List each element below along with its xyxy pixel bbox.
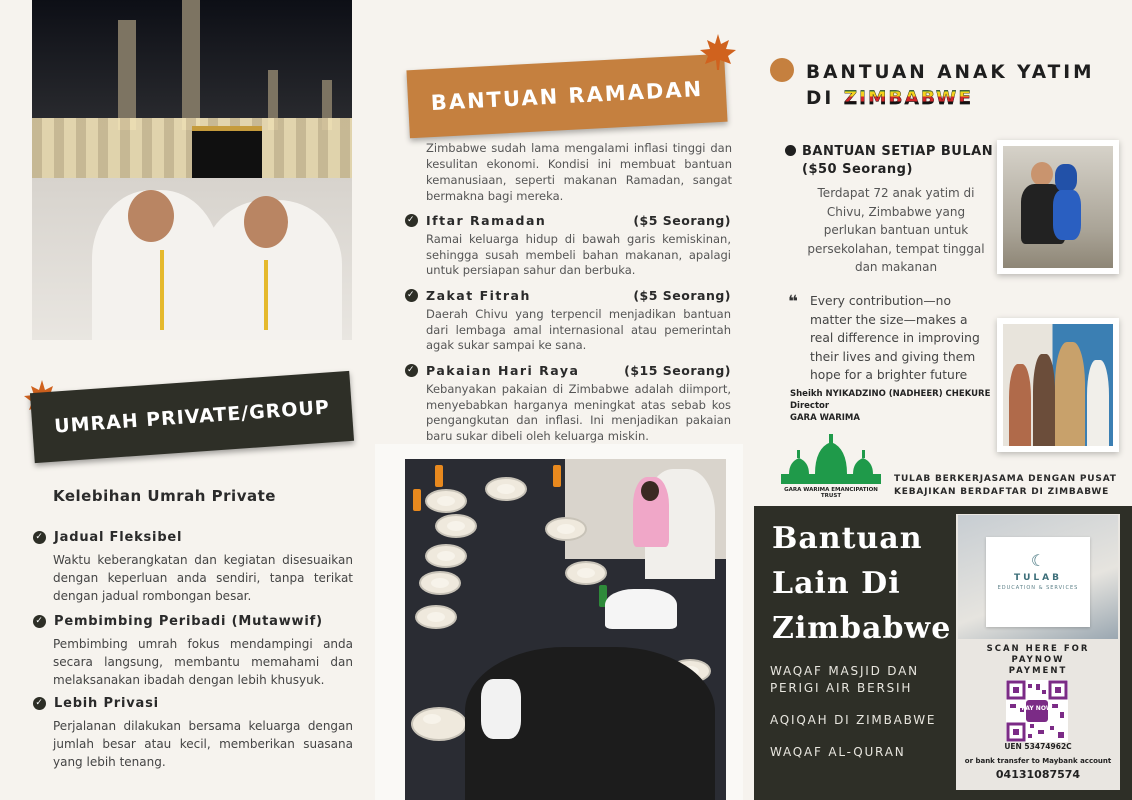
feature-body: Waktu keberangkatan dan kegiatan disesuaikan dengan keperluan anda sendiri, tanpa terikat dengan jadual rombongan besar. [53, 553, 353, 603]
ramadan-item-name: Pakaian Hari Raya [426, 363, 580, 378]
tulab-sign [986, 537, 1090, 627]
feature-lebih-privasi [33, 696, 353, 771]
monthly-heading [785, 143, 993, 179]
ramadan-banner [406, 54, 727, 139]
ramadan-banner-text: BANTUAN RAMADAN [430, 76, 704, 116]
check-circle-icon: ✓ [406, 365, 417, 375]
feature-body: Perjalanan dilakukan bersama keluarga dengan jumlah besar atau kecil, memberikan suasana yang lebih tenang. [53, 719, 353, 769]
tulab-logo-icon: ☾ [1030, 551, 1046, 570]
ramadan-item-price: ($15 Seorang) [624, 363, 731, 378]
feature-jadual-fleksibel [33, 530, 353, 605]
scan-line2: PAYNOW [1011, 655, 1065, 665]
feature-title: Pembimbing Peribadi (Mutawwif) [54, 614, 323, 629]
umrah-banner [30, 371, 354, 463]
ramadan-item-body: Ramai keluarga hidup di bawah garis kemiskinan, sehingga susah membeli bahan makanan, apalagi untuk persiapan sahur dan berbuka. [426, 232, 731, 277]
quote-icon: ❝ [788, 292, 798, 312]
bullet-dot [785, 145, 796, 156]
ramadan-intro: Zimbabwe sudah lama mengalami inflasi tinggi dan kesulitan ekonomi. Kondisi ini membuat bantuan kemanusiaan, seperti makanan Ramadan, sangat bermakna bagi mereka. [426, 141, 732, 203]
feature-body: Pembimbing umrah fokus mendampingi anda secara langsung, membantu memahami dan melaksanakan ibadah dengan lebih khusyuk. [53, 637, 353, 687]
tulab-brand-sub: EDUCATION & SERVICES [997, 585, 1079, 591]
maple-leaf-icon [698, 32, 738, 72]
director-photo [997, 318, 1119, 452]
orphan-photo [997, 140, 1119, 274]
yatim-description: Terdapat 72 anak yatim di Chivu, Zimbabwe yang perlukan bantuan untuk persekolahan, tempat tinggal dan makanan [807, 186, 985, 274]
check-circle-icon: ✓ [406, 290, 417, 300]
uen-number: UEN 53474962C [1004, 742, 1072, 751]
yatim-title-country: ZIMBABWE [844, 86, 973, 112]
quote-attribution [790, 388, 990, 424]
other-aid-item: WAQAF AL-QURAN [770, 745, 906, 759]
check-circle-icon: ✓ [33, 697, 46, 710]
bank-note: or bank transfer to Maybank account [964, 757, 1112, 765]
feature-title: Jadual Fleksibel [54, 530, 183, 545]
ramadan-item-price: ($5 Seorang) [633, 288, 731, 303]
scan-line3: PAYMENT [1008, 666, 1068, 676]
ramadan-item-price: ($5 Seorang) [633, 213, 731, 228]
ramadan-item-zakat [405, 288, 731, 354]
quote-role: Director [790, 401, 830, 411]
other-aid-item: WAQAF MASJID DAN PERIGI AIR BERSIH [770, 664, 919, 695]
umrah-banner-text: UMRAH PRIVATE/GROUP [53, 396, 331, 438]
title-dot [770, 58, 794, 82]
yatim-title-line1: BANTUAN ANAK YATIM [806, 62, 1095, 83]
umrah-section-title: Kelebihan Umrah Private [53, 487, 276, 505]
other-aid-title: Bantuan Lain Di Zimbabwe [772, 521, 952, 646]
ramadan-item-pakaian [405, 363, 731, 444]
ramadan-item-iftar [405, 213, 731, 279]
partner-note [894, 473, 1117, 499]
monthly-heading-price: ($50 Seorang) [802, 162, 913, 177]
scan-line1: SCAN HERE FOR [986, 644, 1090, 654]
gara-logo-text: GARA WARIMA EMANCIPATION TRUST [784, 487, 878, 499]
other-aid-item: AQIQAH DI ZIMBABWE [770, 713, 937, 727]
umrah-photo [32, 0, 352, 340]
monthly-heading-line1: BANTUAN SETIAP BULAN [802, 144, 994, 159]
ramadan-item-name: Zakat Fitrah [426, 288, 531, 303]
quote-org: GARA WARIMA [790, 413, 860, 423]
yatim-title [806, 60, 1095, 112]
ramadan-item-body: Kebanyakan pakaian di Zimbabwe adalah diimport, menyebabkan harganya meningkat atas sebab kos pengangkutan dan inflasi. Ini menjadikan pakaian baru sukar dibeli oleh keluarga miskin. [426, 382, 731, 443]
tulab-brand: TULAB [1013, 573, 1062, 583]
qr-label: PAY NOW [1021, 705, 1053, 712]
ramadan-item-name: Iftar Ramadan [426, 213, 547, 228]
qr-code-icon[interactable] [1006, 680, 1068, 742]
check-circle-icon: ✓ [33, 531, 46, 544]
partner-note-line1: TULAB BERKERJASAMA DENGAN PUSAT [894, 474, 1117, 484]
scan-instruction [958, 644, 1118, 677]
ramadan-item-body: Daerah Chivu yang terpencil menjadikan bantuan dari lembaga amal internasional atau pemerintah agak sukar sampai ke sana. [426, 307, 731, 352]
check-circle-icon: ✓ [406, 215, 417, 225]
yatim-title-di: DI [806, 88, 835, 109]
feature-title: Lebih Privasi [54, 696, 159, 711]
quote-name: Sheikh NYIKADZINO (NADHEER) CHEKURE [790, 389, 991, 399]
tulab-sign-photo [958, 515, 1118, 639]
feature-pembimbing-peribadi [33, 614, 353, 689]
feast-photo [405, 459, 726, 800]
partner-note-line2: KEBAJIKAN BERDAFTAR DI ZIMBABWE [894, 487, 1110, 497]
quote-text: Every contribution—no matter the size—makes a real difference in improving their lives and giving them hope for a brighter future [810, 294, 980, 382]
check-circle-icon: ✓ [33, 615, 46, 628]
bank-account-number: 04131087574 [995, 768, 1081, 781]
